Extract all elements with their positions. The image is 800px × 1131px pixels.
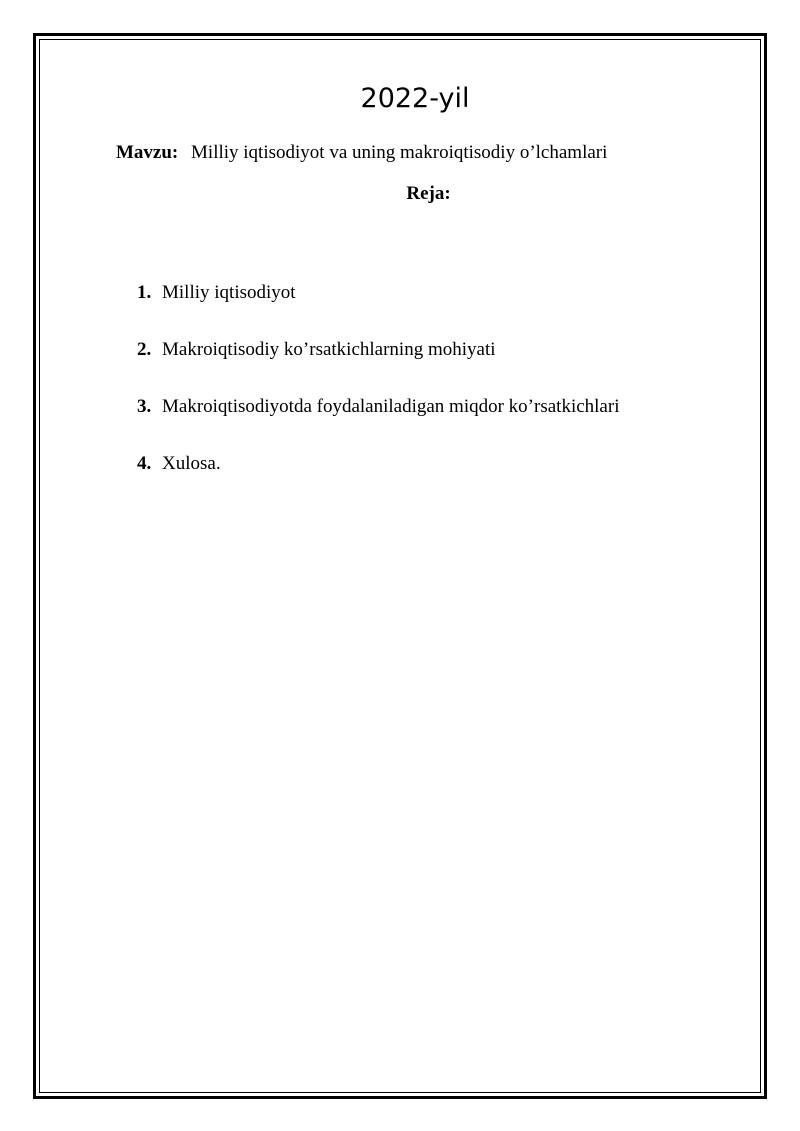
- plan-heading: Reja:: [406, 183, 451, 204]
- plan-item-3: [137, 395, 619, 452]
- plan-item-text: Makroiqtisodiyotda foydalaniladigan miqdor ko’rsatkichlari: [162, 396, 620, 417]
- topic-line: [116, 141, 607, 165]
- year-heading: 2022-yil: [360, 83, 470, 114]
- topic-text: Milliy iqtisodiyot va uning makroiqtisodiy o’lchamlari: [191, 142, 608, 163]
- plan-item-number: 1.: [137, 282, 152, 303]
- plan-item-number: 4.: [137, 453, 152, 474]
- plan-item-text: Milliy iqtisodiyot: [162, 282, 296, 303]
- plan-item-4: [137, 452, 619, 509]
- plan-item-text: Makroiqtisodiy ko’rsatkichlarning mohiyati: [162, 339, 496, 360]
- plan-list: [137, 281, 619, 509]
- plan-item-2: [137, 338, 619, 395]
- plan-item-number: 2.: [137, 339, 152, 360]
- plan-item-number: 3.: [137, 396, 152, 417]
- plan-item-1: [137, 281, 619, 338]
- topic-label: Mavzu:: [116, 142, 179, 163]
- plan-item-text: Xulosa.: [162, 453, 221, 474]
